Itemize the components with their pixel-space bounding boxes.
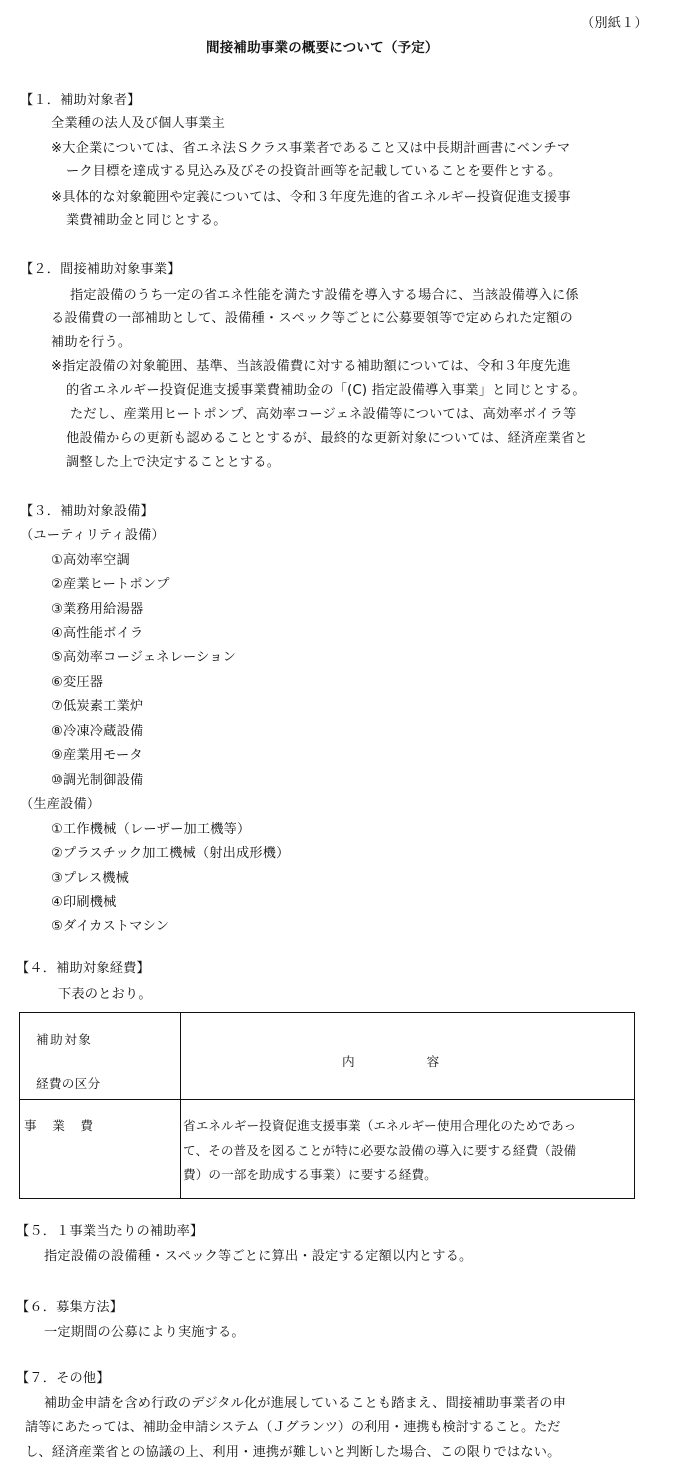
utility-item: ⑧冷凍冷蔵設備 <box>51 724 144 739</box>
production-item: ④印刷機械 <box>51 895 117 910</box>
utility-item: ①高効率空調 <box>51 553 130 568</box>
table-border-left <box>19 1012 20 1199</box>
section-2-note-line2: 的省エネルギー投資促進支援事業費補助金の「(C) 指定設備導入事業」と同じとする。 <box>66 383 586 398</box>
table-row-text-line1: 省エネルギー投資促進支援事業（エネルギー使用合理化のためであっ <box>183 1118 577 1133</box>
section-2-para-line2: る設備費の一部補助として、設備種・スペック等ごとに公募要領等で定められた定額の <box>51 311 573 326</box>
section-7-line1: 補助金申請を含め行政のデジタル化が進展していることも踏まえ、間接補助事業者の申 <box>44 1396 567 1411</box>
table-border-divider <box>180 1012 181 1199</box>
page-title: 間接補助事業の概要について（予定） <box>206 40 439 56</box>
section-5-body: 指定設備の設備種・スペック等ごとに算出・設定する定額以内とする。 <box>44 1249 473 1264</box>
table-border-right <box>634 1012 635 1199</box>
section-1-note1-line2: ーク目標を達成する見込み及びその投資計画等を記載していることを要件とする。 <box>66 164 562 179</box>
utility-item: ⑦低炭素工業炉 <box>51 699 144 714</box>
production-item: ②プラスチック加工機械（射出成形機） <box>51 846 290 861</box>
table-col1-header-line2: 経費の区分 <box>36 1076 101 1091</box>
table-border-mid <box>19 1099 634 1100</box>
section-7-line2: 請等にあたっては、補助金申請システム（Ｊグランツ）の利用・連携も検討すること。ただ <box>25 1420 561 1435</box>
utility-item: ⑩調光制御設備 <box>51 773 144 788</box>
section-4-heading: 【４．補助対象経費】 <box>16 961 150 976</box>
section-1-note1-line1: ※大企業については、省エネ法Ｓクラス事業者であること又は中長期計画書にベンチマ <box>51 141 571 156</box>
section-2-note-line3: ただし、産業用ヒートポンプ、高効率コージェネ設備等については、高効率ボイラ等 <box>70 407 577 422</box>
annex-label: （別紙１） <box>581 16 648 31</box>
utility-item: ⑤高効率コージェネレーション <box>51 650 237 665</box>
table-row-label: 事 業 費 <box>24 1118 95 1133</box>
section-7-line3: し、経済産業省との協議の上、利用・連携が難しいと判断した場合、この限りではない。 <box>25 1445 561 1460</box>
section-6-body: 一定期間の公募により実施する。 <box>44 1325 245 1340</box>
section-1-note2-line2: 業費補助金と同じとする。 <box>66 213 227 228</box>
section-1-heading: 【１．補助対象者】 <box>20 93 141 108</box>
section-2-para-line3: 補助を行う。 <box>51 335 132 350</box>
section-2-note-line4: 他設備からの更新も認めることとするが、最終的な更新対象については、経済産業省と <box>66 431 588 446</box>
utility-heading: （ユーティリティ設備） <box>20 528 165 543</box>
section-2-para-line1: 指定設備のうち一定の省エネ性能を満たす設備を導入する場合に、当該設備導入に係 <box>70 288 579 303</box>
utility-item: ③業務用給湯器 <box>51 602 144 617</box>
section-1-body: 全業種の法人及び個人事業主 <box>51 116 226 131</box>
production-heading: （生産設備） <box>20 797 101 812</box>
section-4-body: 下表のとおり。 <box>58 987 152 1002</box>
production-item: ①工作機械（レーザー加工機等） <box>51 822 251 837</box>
utility-item: ④高性能ボイラ <box>51 626 144 641</box>
table-border-bottom <box>19 1198 634 1199</box>
section-1-note2-line1: ※具体的な対象範囲や定義については、令和３年度先進的省エネルギー投資促進支援事 <box>51 190 571 205</box>
section-6-heading: 【６．募集方法】 <box>16 1300 124 1315</box>
table-row-text-line2: て、その普及を図ることが特に必要な設備の導入に要する経費（設備 <box>183 1143 577 1158</box>
section-7-heading: 【７．その他】 <box>16 1371 110 1386</box>
utility-item: ⑥変圧器 <box>51 675 104 690</box>
section-5-heading: 【５．１事業当たりの補助率】 <box>16 1224 204 1239</box>
utility-item: ②産業ヒートポンプ <box>51 577 170 592</box>
section-2-note-line5: 調整した上で決定することとする。 <box>66 455 281 470</box>
table-row-text-line3: 費）の一部を助成する事業）に要する経費。 <box>183 1167 437 1182</box>
utility-item: ⑨産業用モータ <box>51 748 143 763</box>
table-col2-header: 内 容 <box>342 1054 441 1069</box>
table-border-top <box>19 1012 634 1013</box>
section-2-heading: 【２．間接補助対象事業】 <box>20 262 181 277</box>
table-col1-header-line1: 補助対象 <box>36 1032 93 1047</box>
section-2-note-line1: ※指定設備の対象範囲、基準、当該設備費に対する補助額については、令和３年度先進 <box>51 359 571 374</box>
production-item: ⑤ダイカストマシン <box>51 919 170 934</box>
section-3-heading: 【３．補助対象設備】 <box>20 504 154 519</box>
production-item: ③プレス機械 <box>51 871 130 886</box>
